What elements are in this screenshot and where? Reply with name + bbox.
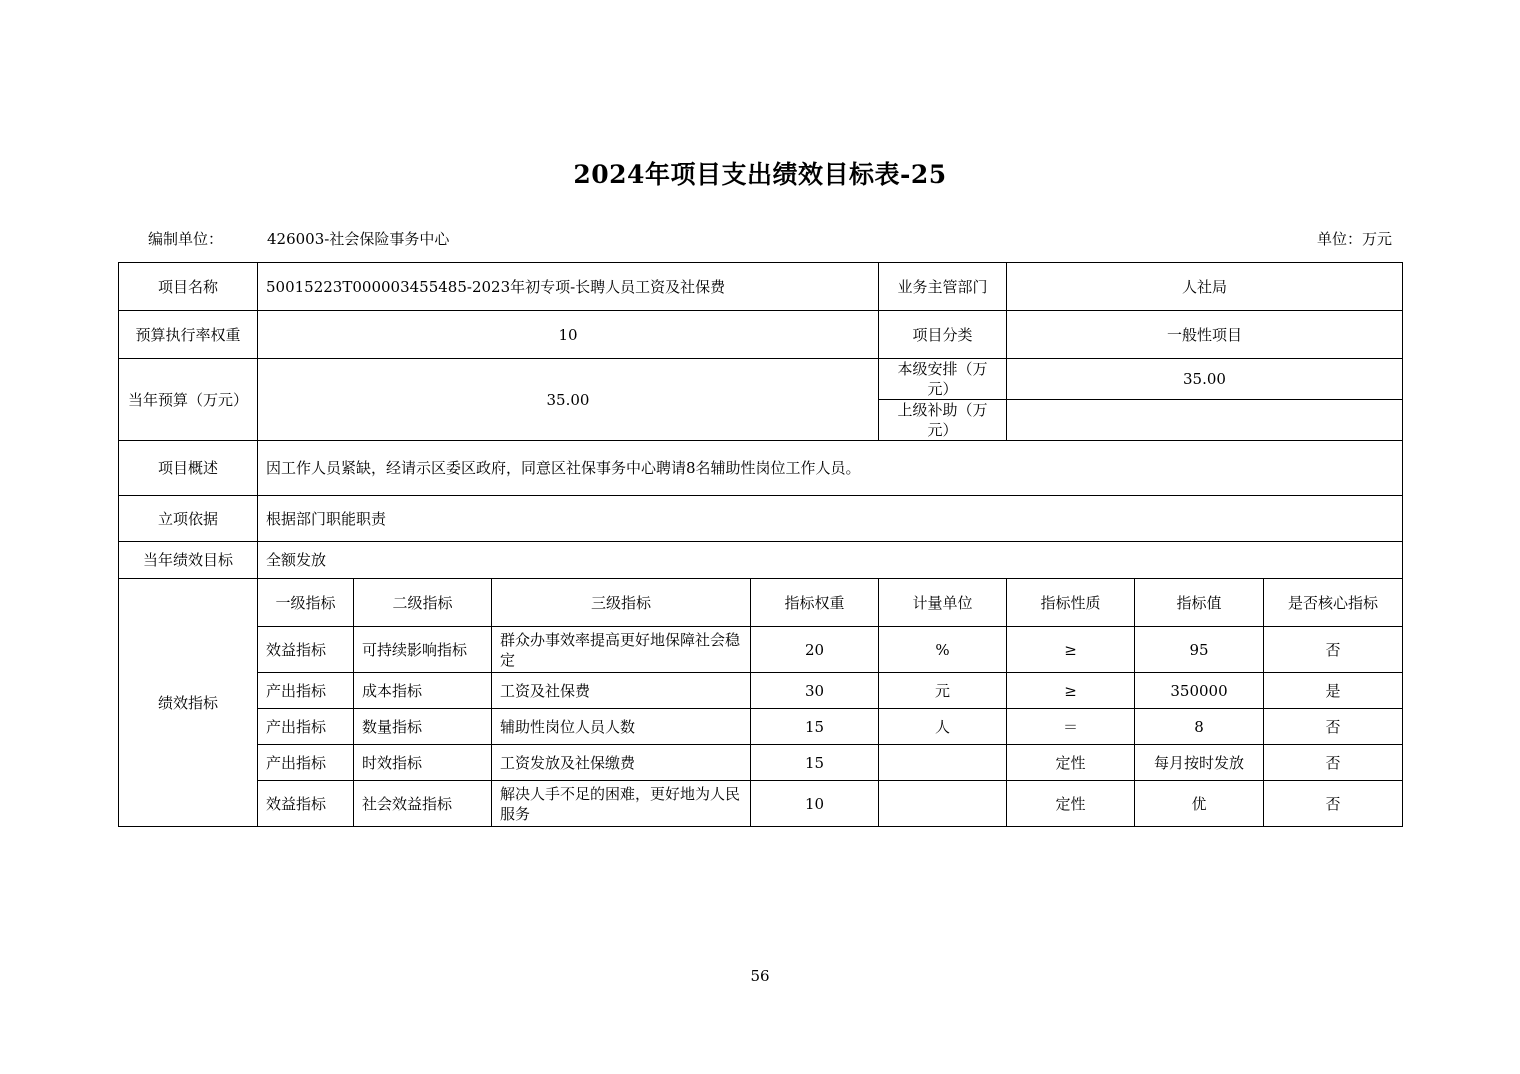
- summary-row: [119, 441, 1403, 496]
- cell-unit: 元: [879, 673, 1007, 709]
- cell-value: 8: [1135, 709, 1264, 745]
- cell-level3: 工资及社保费: [492, 673, 751, 709]
- header-weight: 指标权重: [751, 579, 879, 627]
- budget-value: 35.00: [258, 359, 879, 441]
- project-name-value: 50015223T000003455485-2023年初专项-长聘人员工资及社保费: [258, 263, 879, 311]
- page-number: 56: [750, 967, 770, 985]
- cell-value: 95: [1135, 627, 1264, 673]
- header-nature: 指标性质: [1007, 579, 1135, 627]
- cell-core: 否: [1264, 781, 1403, 827]
- cell-level2: 时效指标: [354, 745, 492, 781]
- currency-unit: 单位：万元: [1316, 230, 1392, 248]
- table-row: [119, 673, 1403, 709]
- cell-level2: 成本指标: [354, 673, 492, 709]
- cell-level1: 产出指标: [258, 709, 354, 745]
- header-level3: 三级指标: [492, 579, 751, 627]
- goal-row: [119, 542, 1403, 579]
- cell-level2: 社会效益指标: [354, 781, 492, 827]
- cell-level1: 产出指标: [258, 673, 354, 709]
- cell-core: 否: [1264, 627, 1403, 673]
- cell-level1: 效益指标: [258, 627, 354, 673]
- table-row: [119, 709, 1403, 745]
- cell-level3: 工资发放及社保缴费: [492, 745, 751, 781]
- cell-nature: 定性: [1007, 745, 1135, 781]
- indicator-header-row: [119, 579, 1403, 627]
- basis-label: 立项依据: [119, 496, 258, 542]
- header-level1: 一级指标: [258, 579, 354, 627]
- cell-level3: 解决人手不足的困难，更好地为人民服务: [492, 781, 751, 827]
- cell-unit: [879, 781, 1007, 827]
- budget-row: [119, 359, 1403, 400]
- cell-unit: %: [879, 627, 1007, 673]
- basis-row: [119, 496, 1403, 542]
- header-value: 指标值: [1135, 579, 1264, 627]
- local-label: 本级安排（万元）: [879, 359, 1007, 400]
- cell-level1: 效益指标: [258, 781, 354, 827]
- cell-weight: 10: [751, 781, 879, 827]
- table-row: [119, 781, 1403, 827]
- summary-value: 因工作人员紧缺，经请示区委区政府，同意区社保事务中心聘请8名辅助性岗位工作人员。: [258, 441, 1403, 496]
- cell-level3: 群众办事效率提高更好地保障社会稳定: [492, 627, 751, 673]
- weight-label: 预算执行率权重: [119, 311, 258, 359]
- indicators-section-label: 绩效指标: [119, 579, 258, 827]
- weight-value: 10: [258, 311, 879, 359]
- cell-level2: 可持续影响指标: [354, 627, 492, 673]
- goal-value: 全额发放: [258, 542, 1403, 579]
- compiling-unit-value: 426003-社会保险事务中心: [267, 230, 450, 248]
- goal-label: 当年绩效目标: [119, 542, 258, 579]
- cell-weight: 20: [751, 627, 879, 673]
- page-title: 2024年项目支出绩效目标表-25: [573, 160, 947, 189]
- cell-nature: ＝: [1007, 709, 1135, 745]
- cell-weight: 15: [751, 745, 879, 781]
- subsidy-value: [1007, 400, 1403, 441]
- dept-label: 业务主管部门: [879, 263, 1007, 311]
- category-label: 项目分类: [879, 311, 1007, 359]
- compiling-unit-label: 编制单位：: [148, 230, 224, 248]
- dept-value: 人社局: [1007, 263, 1403, 311]
- category-value: 一般性项目: [1007, 311, 1403, 359]
- basis-value: 根据部门职能职责: [258, 496, 1403, 542]
- cell-core: 否: [1264, 709, 1403, 745]
- local-value: 35.00: [1007, 359, 1403, 400]
- cell-nature: ≥: [1007, 673, 1135, 709]
- header-unit: 计量单位: [879, 579, 1007, 627]
- cell-nature: 定性: [1007, 781, 1135, 827]
- cell-weight: 30: [751, 673, 879, 709]
- weight-row: [119, 311, 1403, 359]
- project-name-label: 项目名称: [119, 263, 258, 311]
- cell-level2: 数量指标: [354, 709, 492, 745]
- cell-level1: 产出指标: [258, 745, 354, 781]
- cell-core: 是: [1264, 673, 1403, 709]
- header-core: 是否核心指标: [1264, 579, 1403, 627]
- cell-value: 每月按时发放: [1135, 745, 1264, 781]
- cell-core: 否: [1264, 745, 1403, 781]
- cell-value: 优: [1135, 781, 1264, 827]
- table-row: [119, 745, 1403, 781]
- cell-weight: 15: [751, 709, 879, 745]
- project-name-row: [119, 263, 1403, 311]
- table-row: [119, 627, 1403, 673]
- cell-unit: [879, 745, 1007, 781]
- header-level2: 二级指标: [354, 579, 492, 627]
- subsidy-label: 上级补助（万元）: [879, 400, 1007, 441]
- cell-value: 350000: [1135, 673, 1264, 709]
- performance-target-table: [118, 262, 1403, 827]
- cell-level3: 辅助性岗位人员人数: [492, 709, 751, 745]
- cell-nature: ≥: [1007, 627, 1135, 673]
- budget-label: 当年预算（万元）: [119, 359, 258, 441]
- cell-unit: 人: [879, 709, 1007, 745]
- summary-label: 项目概述: [119, 441, 258, 496]
